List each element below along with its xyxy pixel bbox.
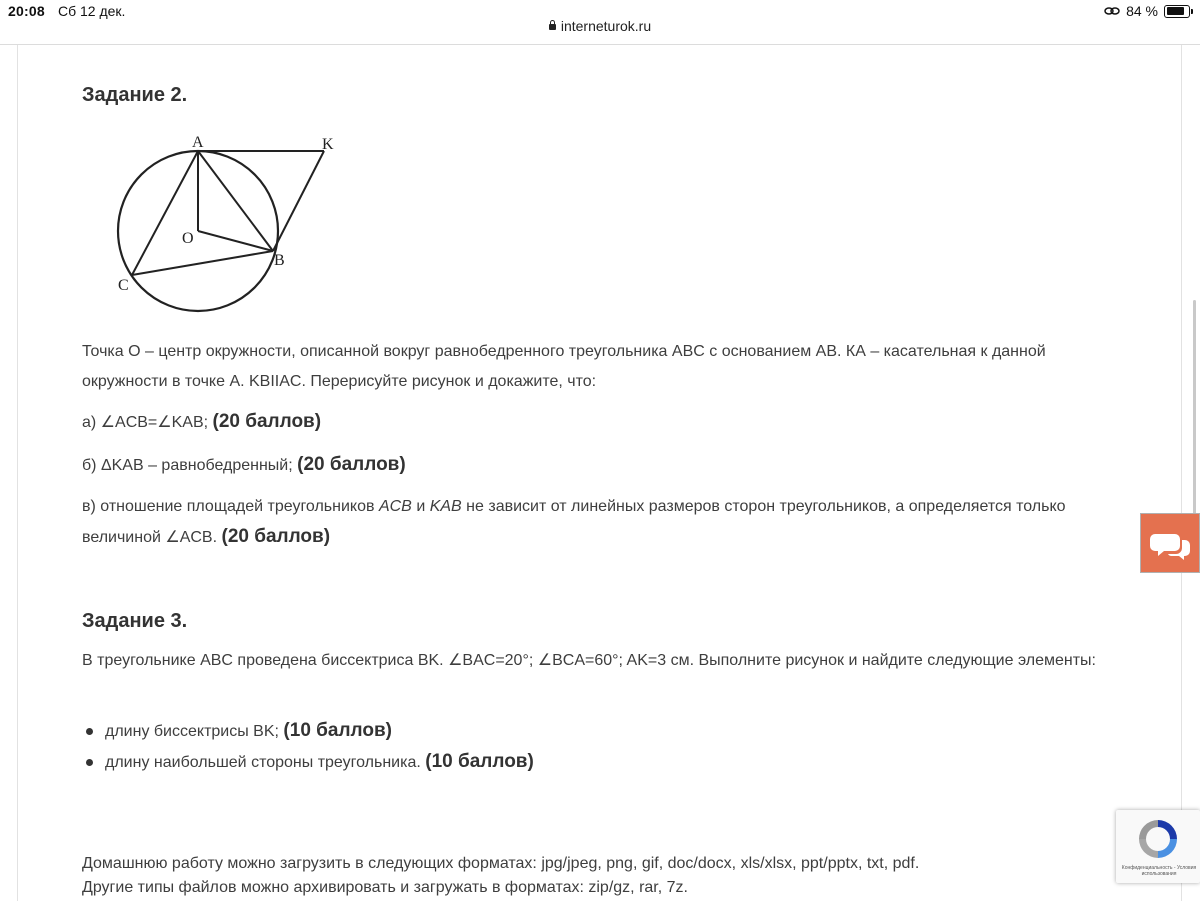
item-text: длину биссектрисы BK; — [105, 723, 279, 740]
task2-part-c — [82, 492, 1127, 553]
item-points: (10 баллов) — [283, 720, 392, 741]
item-points: (10 баллов) — [425, 751, 534, 772]
label-o: O — [182, 230, 194, 247]
battery-icon — [1164, 5, 1190, 18]
part-b-points: (20 баллов) — [297, 454, 406, 475]
task3-title: Задание 3. — [82, 610, 188, 632]
label-b: B — [274, 252, 285, 269]
lock-icon — [549, 24, 556, 30]
task2-intro: Точка О – центр окружности, описанной вокруг равнобедренного треугольника ABC с основанием АВ. КА – касательная к данной окружности в точке А. KBIIAC. Перерисуйте рисунок и докажите, что: — [82, 343, 1046, 390]
part-c-text1: в) отношение площадей треугольников — [82, 498, 375, 515]
chat-button[interactable] — [1140, 513, 1200, 573]
part-a-points: (20 баллов) — [212, 411, 322, 432]
task2-part-a — [82, 407, 1127, 438]
geometry-figure — [112, 135, 382, 315]
bullet-icon — [86, 759, 93, 766]
url-text: interneturok.ru — [560, 18, 652, 34]
address-bar[interactable] — [0, 18, 1200, 44]
label-a: A — [192, 135, 204, 151]
part-c-points: (20 баллов) — [221, 526, 331, 547]
status-time: 20:08 — [8, 3, 45, 19]
label-c: C — [118, 277, 129, 294]
recaptcha-icon — [1134, 816, 1182, 862]
label-k: K — [322, 136, 334, 153]
task2-part-b — [82, 450, 1127, 481]
status-date: Сб 12 дек. — [58, 3, 126, 19]
part-b-text: б) ΔKAB – равнобедренный; — [82, 457, 293, 474]
archive-formats-note: Другие типы файлов можно архивировать и загружать в форматах: zip/gz, rar, 7z. — [82, 879, 688, 896]
part-c-and: и — [416, 498, 426, 515]
link-icon — [1104, 5, 1120, 17]
part-c-text2: не зависит от линейных размеров сторон треугольников, а определяется только величиной ∠ACB. — [82, 498, 1066, 546]
recaptcha-badge[interactable] — [1116, 810, 1200, 883]
part-a-text: а) ∠ACB=∠KAB; — [82, 414, 209, 431]
part-c-triangle-kab: KAB — [429, 498, 462, 515]
item-text: длину наибольшей стороны треугольника. — [105, 754, 421, 771]
recaptcha-caption[interactable]: Конфиденциальность - Условия использования — [1121, 865, 1197, 877]
upload-formats-note: Домашнюю работу можно загрузить в следующих форматах: jpg/jpeg, png, gif, doc/docx, xls/xlsx, ppt/pptx, txt, pdf. — [82, 855, 920, 872]
task3-intro: В треугольнике ABC проведена биссектриса BK. ∠BAC=20°; ∠BCA=60°; AK=3 см. Выполните рисунок и найдите следующие элементы: — [82, 652, 1096, 669]
chat-icon — [1141, 514, 1199, 572]
status-right — [1104, 3, 1190, 19]
bullet-icon — [86, 728, 93, 735]
battery-percent: 84 % — [1126, 3, 1158, 19]
part-c-triangle-acb: ACB — [378, 498, 412, 515]
task2-title: Задание 2. — [82, 84, 188, 106]
